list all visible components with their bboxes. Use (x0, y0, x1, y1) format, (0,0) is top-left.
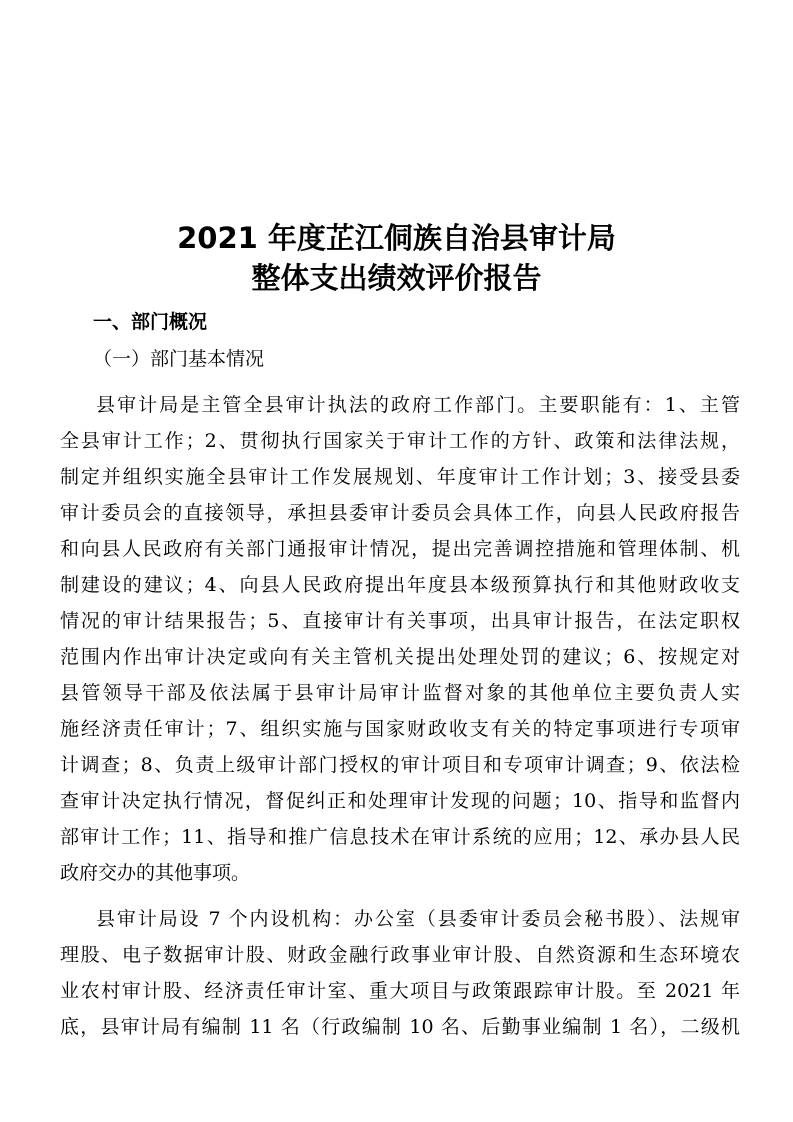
paragraph-line: 查审计决定执行情况，督促纠正和处理审计发现的问题；10、指导和监督内 (60, 790, 740, 812)
paragraph-line: 制建设的建议；4、向县人民政府提出年度县本级预算执行和其他财政收支 (60, 574, 740, 596)
paragraph-line: 业农村审计股、经济责任审计室、重大项目与政策跟踪审计股。至 2021 年 (60, 980, 740, 1002)
report-title-line-2: 整体支出绩效评价报告 (251, 261, 542, 295)
paragraph-line: 审计委员会的直接领导，承担县委审计委员会具体工作，向县人民政府报告 (60, 502, 740, 524)
paragraph-line: 部审计工作；11、指导和推广信息技术在审计系统的应用；12、承办县人民 (60, 826, 740, 848)
section-heading-department-overview: 一、部门概况 (93, 311, 208, 333)
paragraph-line: 制定并组织实施全县审计工作发展规划、年度审计工作计划；3、接受县委 (60, 466, 740, 488)
paragraph-line: 县审计局设 7 个内设机构：办公室（县委审计委员会秘书股）、法规审 (96, 908, 740, 930)
paragraph-line: 底，县审计局有编制 11 名（行政编制 10 名、后勤事业编制 1 名），二级机 (60, 1016, 740, 1038)
paragraph-line: 施经济责任审计；7、组织实施与国家财政收支有关的特定事项进行专项审 (60, 718, 740, 740)
subsection-heading-basic-info: （一）部门基本情况 (93, 348, 265, 370)
paragraph-line: 县管领导干部及依法属于县审计局审计监督对象的其他单位主要负责人实 (60, 682, 740, 704)
paragraph-line: 范围内作出审计决定或向有关主管机关提出处理处罚的建议；6、按规定对 (60, 646, 740, 668)
paragraph-line: 和向县人民政府有关部门通报审计情况，提出完善调控措施和管理体制、机 (60, 538, 740, 560)
paragraph-line: 理股、电子数据审计股、财政金融行政事业审计股、自然资源和生态环境农 (60, 944, 740, 966)
report-title-line-1: 2021 年度芷江侗族自治县审计局 (177, 221, 616, 255)
paragraph-line: 计调查；8、负责上级审计部门授权的审计项目和专项审计调查；9、依法检 (60, 754, 740, 776)
paragraph-line: 县审计局是主管全县审计执法的政府工作部门。主要职能有：1、主管 (96, 394, 740, 416)
paragraph-line: 情况的审计结果报告；5、直接审计有关事项，出具审计报告，在法定职权 (60, 610, 740, 632)
paragraph-line: 政府交办的其他事项。 (60, 862, 251, 884)
paragraph-line: 全县审计工作；2、贯彻执行国家关于审计工作的方针、政策和法律法规， (60, 430, 740, 452)
